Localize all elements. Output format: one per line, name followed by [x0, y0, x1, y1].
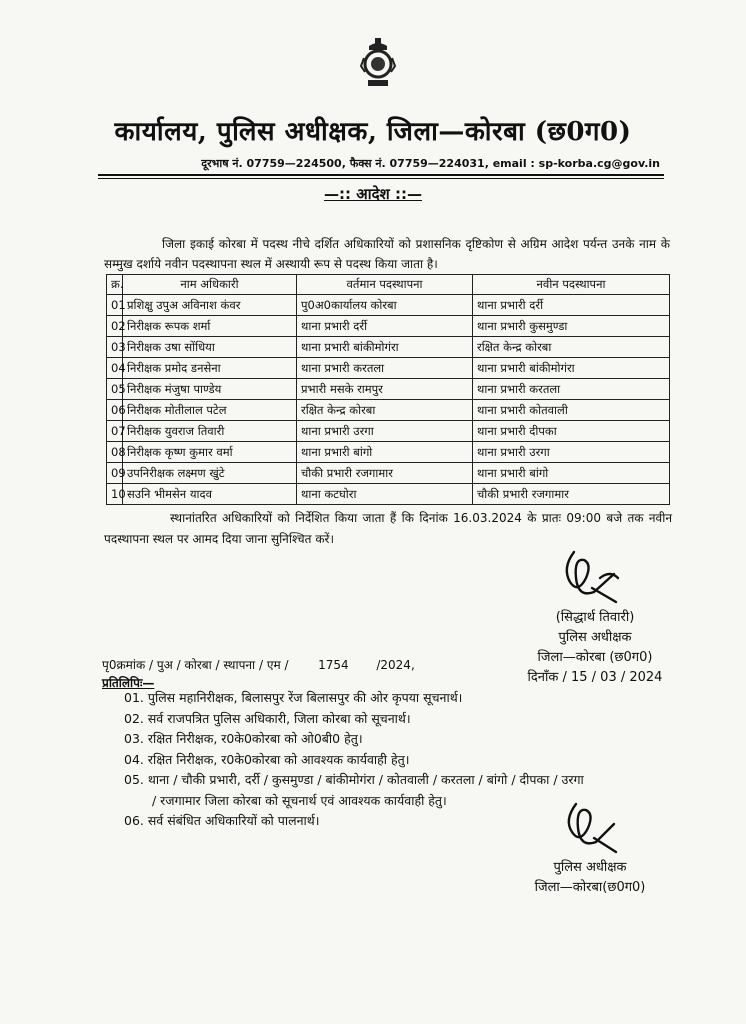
new-posting-cell: थाना प्रभारी दर्री	[473, 295, 670, 316]
serial-cell: 05	[107, 379, 123, 400]
signatory-designation: पुलिस अधीक्षक	[558, 630, 632, 645]
officer-name-cell: प्रशिक्षु उपुअ अविनाश कंवर	[123, 295, 297, 316]
office-title: कार्यालय, पुलिस अधीक्षक, जिला—कोरबा (छ0ग0)	[114, 117, 632, 147]
officer-name-cell: सउनि भीमसेन यादव	[123, 484, 297, 505]
header-new-posting: नवीन पदस्थापना	[473, 275, 670, 295]
reference-number: 1754	[318, 658, 349, 672]
list-item: / रजगामार जिला कोरबा को सूचनार्थ एवं आवश्यक कार्यवाही हेतु।	[152, 792, 447, 808]
officer-name-cell: निरीक्षक प्रमोद डनसेना	[123, 358, 297, 379]
current-posting-cell: थाना प्रभारी दर्री	[297, 316, 473, 337]
serial-cell: 03	[107, 337, 123, 358]
current-posting-cell: थाना प्रभारी उरगा	[297, 421, 473, 442]
serial-cell: 08	[107, 442, 123, 463]
officer-name-cell: उपनिरीक्षक लक्ष्मण खुंटे	[123, 463, 297, 484]
serial-cell: 09	[107, 463, 123, 484]
header-name: नाम अधिकारी	[123, 275, 297, 295]
officer-name-cell: निरीक्षक कृष्ण कुमार वर्मा	[123, 442, 297, 463]
officer-name-cell: निरीक्षक उषा सोंधिया	[123, 337, 297, 358]
officer-name-cell: निरीक्षक मंजुषा पाण्डेय	[123, 379, 297, 400]
serial-cell: 07	[107, 421, 123, 442]
table-row	[107, 400, 670, 421]
new-posting-cell: थाना प्रभारी दीपका	[473, 421, 670, 442]
reference-label: पृ0क्रमांक / पुअ / कोरबा / स्थापना / एम /	[102, 658, 289, 672]
signatory-block	[500, 608, 690, 688]
list-item: 05. थाना / चौकी प्रभारी, दर्री / कुसमुण्डा / बांकीमोगंरा / कोतवाली / करतला / बांगो / दीपका / उरगा	[124, 772, 584, 787]
table-row	[107, 442, 670, 463]
header-current-posting: वर्तमान पदस्थापना	[297, 275, 473, 295]
header-divider-thin	[98, 178, 664, 179]
current-posting-cell: चौकी प्रभारी रजगामार	[297, 463, 473, 484]
footer-designation: पुलिस अधीक्षक	[553, 860, 627, 875]
signature-mark-footer	[560, 800, 620, 856]
current-posting-cell: थाना प्रभारी बांगो	[297, 442, 473, 463]
new-posting-cell: रक्षित केन्द्र कोरबा	[473, 337, 670, 358]
intro-paragraph: जिला इकाई कोरबा में पदस्थ नीचे दर्शित अधिकारियों को प्रशासनिक दृष्टिकोण से अग्रिम आदेश पर्यन्त उनके नाम के सम्मुख दर्शाये नवीन पदस्थापना स्थल में अस्थायी रूप से पदस्थ किया जाता है।	[104, 237, 670, 271]
header-divider	[98, 174, 664, 176]
new-posting-cell: थाना प्रभारी कुसमुण्डा	[473, 316, 670, 337]
table-row	[107, 295, 670, 316]
table-row	[107, 358, 670, 379]
signatory-name: (सिद्धार्थ तिवारी)	[555, 610, 635, 625]
table-row	[107, 421, 670, 442]
new-posting-cell: थाना प्रभारी बांकीमोगंरा	[473, 358, 670, 379]
copy-to-heading: प्रतिलिपिः—	[102, 676, 155, 690]
current-posting-cell: थाना प्रभारी बांकीमोगंरा	[297, 337, 473, 358]
serial-cell: 10	[107, 484, 123, 505]
current-posting-cell: पु0अ0कार्यालय कोरबा	[297, 295, 473, 316]
current-posting-cell: थाना प्रभारी करतला	[297, 358, 473, 379]
new-posting-cell: चौकी प्रभारी रजगामार	[473, 484, 670, 505]
contact-line: दूरभाष नं. 07759—224500, फैक्स नं. 07759—224031, email : sp-korba.cg@gov.in	[201, 157, 660, 170]
reference-year: /2024,	[376, 658, 415, 672]
order-title-text: —:: आदेश ::—	[324, 185, 422, 203]
police-emblem-icon	[360, 38, 396, 90]
table-header-row	[107, 275, 670, 295]
table-row	[107, 484, 670, 505]
table-row	[107, 337, 670, 358]
header-serial: क्र.	[107, 275, 123, 295]
current-posting-cell: थाना कटघोरा	[297, 484, 473, 505]
table-row	[107, 379, 670, 400]
table-row	[107, 316, 670, 337]
list-item: 03. रक्षित निरीक्षक, र0के0कोरबा को ओ0बी0 हेतु।	[124, 731, 363, 746]
new-posting-cell: थाना प्रभारी करतला	[473, 379, 670, 400]
new-posting-cell: थाना प्रभारी बांगो	[473, 463, 670, 484]
serial-cell: 01	[107, 295, 123, 316]
officer-name-cell: निरीक्षक युवराज तिवारी	[123, 421, 297, 442]
new-posting-cell: थाना प्रभारी उरगा	[473, 442, 670, 463]
list-item: 02. सर्व राजपत्रित पुलिस अधिकारी, जिला कोरबा को सूचनार्थ।	[124, 710, 411, 726]
officer-name-cell: निरीक्षक रूपक शर्मा	[123, 316, 297, 337]
footer-district: जिला—कोरबा(छ0ग0)	[534, 880, 646, 895]
list-item: 01. पुलिस महानिरीक्षक, बिलासपुर रेंज बिलासपुर की ओर कृपया सूचनार्थ।	[124, 690, 463, 705]
list-item: 06. सर्व संबंधित अधिकारियों को पालनार्थ।	[124, 813, 320, 828]
current-posting-cell: रक्षित केन्द्र कोरबा	[297, 400, 473, 421]
serial-cell: 06	[107, 400, 123, 421]
list-item: 04. रक्षित निरीक्षक, र0के0कोरबा को आवश्यक कार्यवाही हेतु।	[124, 751, 410, 767]
instruction-paragraph: स्थानांतरित अधिकारियों को निर्देशित किया जाता हैं कि दिनांक 16.03.2024 के प्रातः 09:00 बजे तक नवीन पदस्थापना स्थल पर आमद दिया जाना सुनिश्चित करें।	[104, 511, 672, 546]
table-row	[107, 463, 670, 484]
signatory-district: जिला—कोरबा (छ0ग0)	[537, 650, 653, 665]
signature-mark	[556, 548, 622, 606]
reference-line	[102, 656, 415, 673]
order-date: दिनाँक / 15 / 03 / 2024	[527, 670, 663, 685]
footer-signatory-block	[510, 858, 670, 898]
transfer-table	[106, 274, 670, 505]
current-posting-cell: प्रभारी मसके रामपुर	[297, 379, 473, 400]
new-posting-cell: थाना प्रभारी कोतवाली	[473, 400, 670, 421]
serial-cell: 02	[107, 316, 123, 337]
officer-name-cell: निरीक्षक मोतीलाल पटेल	[123, 400, 297, 421]
order-title	[0, 184, 746, 204]
serial-cell: 04	[107, 358, 123, 379]
